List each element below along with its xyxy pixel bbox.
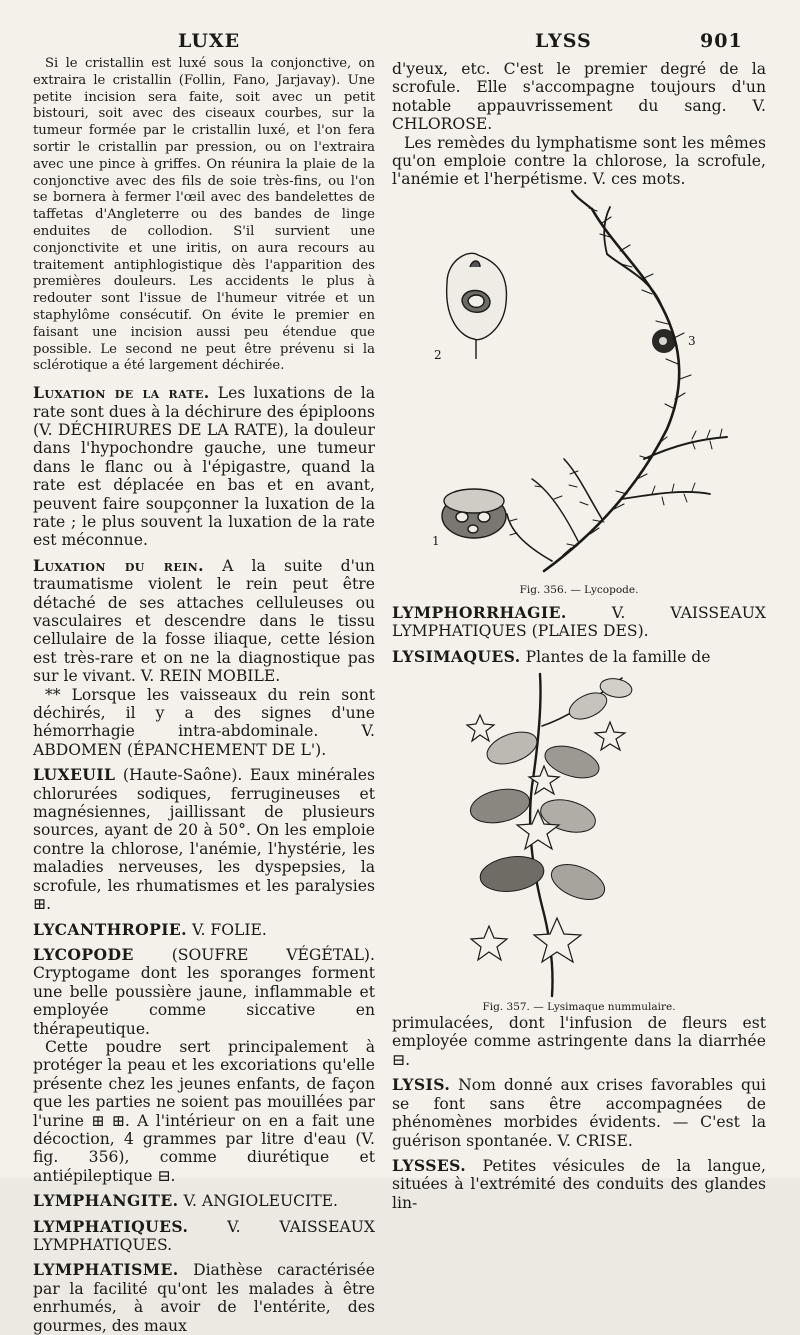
entry-lycopode	[33, 946, 375, 1038]
entry-text: V. ANGIOLEUCITE.	[183, 1192, 338, 1211]
headword: Luxation de la rate.	[33, 383, 210, 403]
entry-text: Nom donné aux crises favorables qui se font sans être accompagnées de phénomènes morbides évidents. — C'est la guérison spontanée. V. CRISE.	[392, 1076, 766, 1150]
figure-356-lycopode	[392, 189, 766, 597]
headword: LYMPHORRHAGIE.	[392, 602, 567, 622]
entry-luxation-rein	[33, 557, 375, 686]
entry-lysses	[392, 1157, 766, 1212]
headword: LYMPHATISME.	[33, 1260, 179, 1280]
headword: Luxation du rein.	[33, 555, 204, 575]
lysimaque-illustration	[392, 666, 766, 998]
headword: LYSSES.	[392, 1155, 467, 1175]
fig-label-2: 2	[434, 347, 442, 362]
entry-text: V. FOLIE.	[191, 920, 267, 939]
lycopodium-plant	[507, 191, 727, 571]
lymphatisme-remedies: Les remèdes du lymphatisme sont les mêmes qu'on emploie contre la chlorose, la scrofule, l'anémie et l'herpétisme. V. ces mots.	[392, 133, 766, 189]
entry-text: (SOUFRE VÉGÉTAL). Cryptogame dont les sporanges forment une belle poussière jaune, inflammable et employée comme siccative en thérapeutique.	[33, 945, 375, 1038]
headword: LYMPHATIQUES.	[33, 1216, 189, 1236]
open-sporange-illustration	[442, 489, 506, 538]
entry-lysimaques	[392, 648, 766, 666]
headword: LYCANTHROPIE.	[33, 919, 188, 939]
page-number: 901	[700, 30, 743, 52]
entry-lysis	[392, 1076, 766, 1150]
luxation-cristallin-treatment	[33, 56, 375, 375]
headword: LYSIMAQUES.	[392, 646, 521, 666]
entry-text: Cette poudre sert principalement à protéger la peau et les excoriations qu'elle présente chez les jeunes enfants, de façon que les parties ne soient pas mouillées par l'urine ⊞ ⊞. A l'intérieur on en a fait une décoction, 4 grammes par litre d'eau (V. fig. 356), comme diurétique et antiépileptique ⊟.	[33, 1037, 375, 1185]
running-header-center: LYSS	[535, 30, 592, 52]
fig-label-1: 1	[432, 533, 440, 548]
entry-text: Les luxations de la rate sont dues à la déchirure des épiploons (V. DÉCHIRURES DE LA RATE), la douleur dans l'hypochondre gauche, une tumeur dans le flanc ou à l'épigastre, quand la rate est déplacée en bas et en avant, peuvent faire soupçonner la luxation de la rate ; le plus souvent la luxation de la rate est méconnue.	[33, 384, 376, 550]
entry-lycanthropie	[33, 921, 375, 939]
headword: LUXEUIL	[33, 765, 116, 785]
entry-lymphatisme	[33, 1261, 375, 1335]
left-entries	[33, 384, 375, 1335]
entry-lymphangite	[33, 1192, 375, 1210]
lysimaques-continuation: primulacées, dont l'infusion de fleurs est employée comme astringente dans la diarrhée ⊟.	[392, 1014, 766, 1069]
entry-text: V. VAISSEAUX LYMPHATIQUES (PLAIES DES).	[392, 603, 766, 641]
entry-text: ** Lorsque les vaisseaux du rein sont déchirés, il y a des signes d'une hémorrhagie intra-abdominale. V. ABDOMEN (ÉPANCHEMENT DE L').	[33, 685, 375, 759]
fig-label-3: 3	[688, 333, 696, 348]
headword: LYCOPODE	[33, 944, 134, 964]
right-column	[392, 60, 766, 1212]
figure-357-lysimaque	[392, 666, 766, 1014]
left-column	[33, 56, 375, 1335]
entry-text: V. VAISSEAUX LYMPHATIQUES.	[33, 1217, 375, 1255]
entry-luxation-rate	[33, 384, 375, 550]
lycopode-illustration	[392, 189, 766, 581]
entry-text: Plantes de la famille de	[525, 647, 711, 666]
headword: LYMPHANGITE.	[33, 1191, 179, 1211]
entry-text: Diathèse caractérisée par la facilité qu'ont les malades à être enrhumés, à avoir de l'entérite, des gourmes, des maux	[33, 1261, 375, 1335]
intro-paragraph: Si le cristallin est luxé sous la conjonctive, on extraira le cristallin (Follin, Fano, Jarjavay). Une petite incision sera faite, soit avec un petit bistouri, soit avec des ciseaux courbes, sur la tumeur formée par le cristallin luxé, et l'on fera sortir le cristallin par pression, ou on l'extraira avec une pince à griffes. On réunira la plaie de la conjonctive avec des fils de soie très-fins, ou l'on se bornera à fermer l'œil avec des bandelettes de taffetas d'Angleterre ou des bandes de linge enduites de collodion. S'il survient une conjonctivite et une iritis, on aura recours au traitement antiphlogistique dès l'apparition des premières douleurs. Les accidents le plus à redouter sont l'issue de l'humeur vitrée et un staphylôme consécutif. On évite le premier en faisant une incision aussi peu étendue que possible. Le second ne peut être prévenu si la sclérotique a été largement déchirée.	[33, 56, 375, 374]
entry-text: Petites vésicules de la langue, situées à l'extrémité des conduits des glandes lin-	[392, 1156, 766, 1212]
entry-text: A la suite d'un traumatisme violent le rein peut être détaché de ses attaches celluleuses ou vasculaires et descendre dans le tissu cellulaire de la fosse iliaque, cette lésion est très-rare et on ne la diagnostique pas sur le vivant. V. REIN MOBILE.	[33, 556, 375, 686]
figure-357-caption: Fig. 357. — Lysimaque nummulaire.	[482, 1001, 676, 1014]
sporange-illustration	[447, 253, 507, 359]
entry-rein-continuation	[33, 686, 375, 760]
lymphatisme-continuation: d'yeux, etc. C'est le premier degré de la scrofule. Elle s'accompagne toujours d'un notable appauvrissement du sang. V. CHLOROSE.	[392, 60, 766, 134]
headword: LYSIS.	[392, 1075, 451, 1095]
entry-luxeuil	[33, 766, 375, 913]
entry-lycopode-continuation	[33, 1038, 375, 1185]
entry-lymphatiques	[33, 1218, 375, 1255]
entry-text: (Haute-Saône). Eaux minérales chlorurées sodiques, ferrugineuses et magnésiennes, jaillissant de plusieurs sources, ayant de 20 à 50°. On les emploie contre la chlorose, l'anémie, l'hystérie, les maladies nerveuses, les dyspepsies, la scrofule, les rhumatismes et les paralysies ⊞.	[33, 766, 375, 914]
figure-356-caption: Fig. 356. — Lycopode.	[519, 583, 639, 596]
running-header-left: LUXE	[178, 30, 241, 52]
entry-lymphorrhagie	[392, 604, 766, 641]
